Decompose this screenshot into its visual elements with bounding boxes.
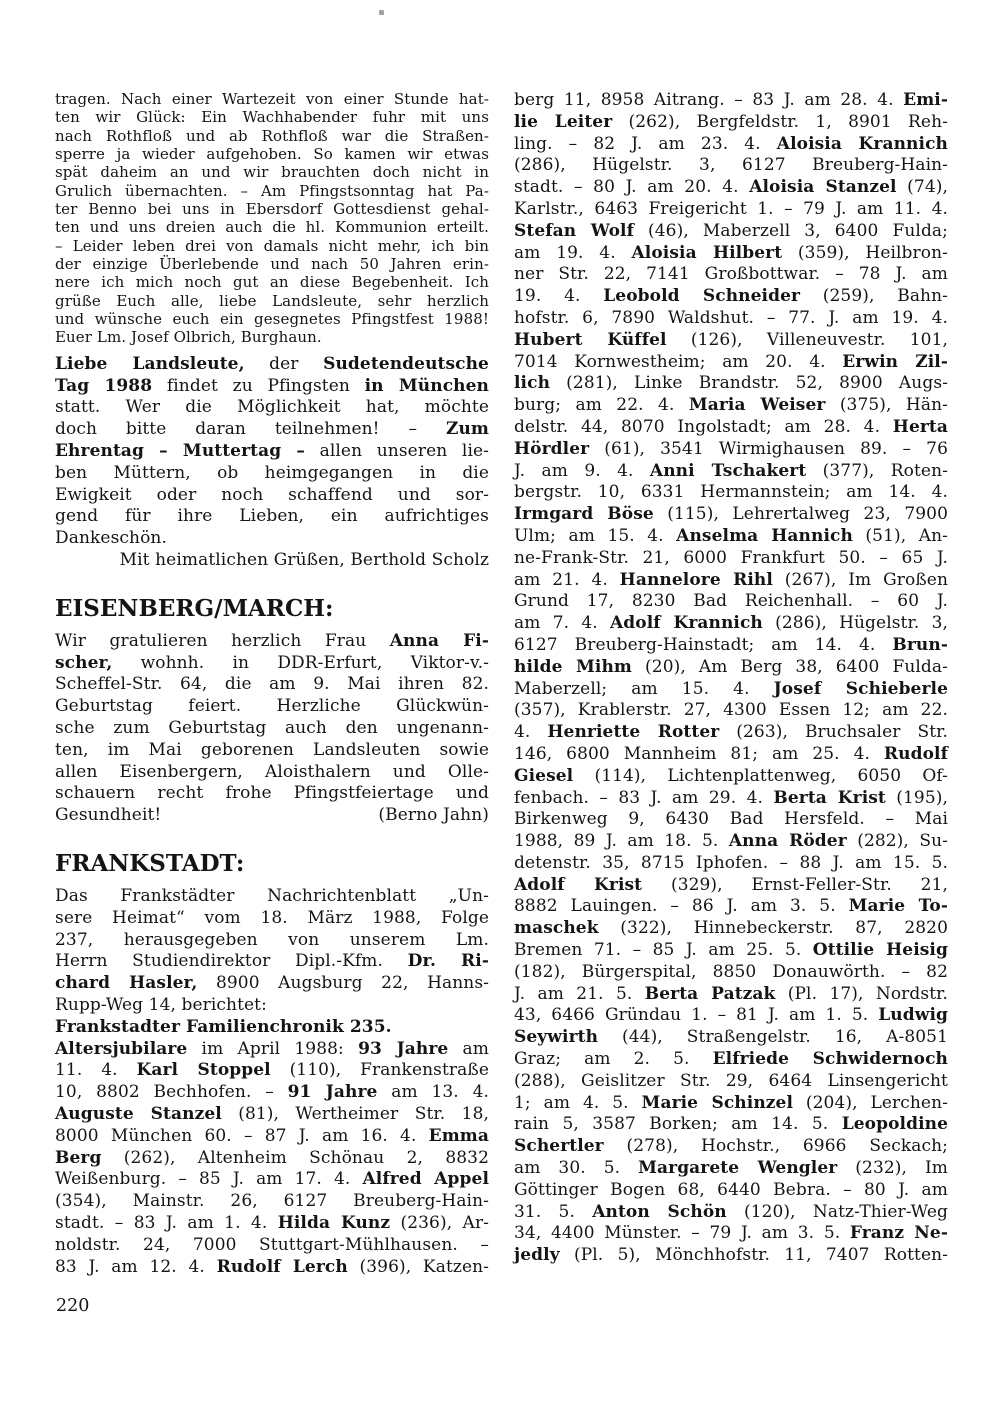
text-line: ner Str. 22, 7141 Großbottwar. – 78 J. am: [514, 264, 948, 285]
text-line: Grulich übernachten. – Am Pfingstsonntag hat Pa-: [55, 181, 489, 200]
text-line: stadt. – 80 J. am 20. 4. Aloisia Stanzel (74),: [514, 177, 948, 198]
text-line: maschek (322), Hinnebeckerstr. 87, 2820: [514, 918, 948, 939]
text-line: (354), Mainstr. 26, 6127 Breuberg-Hain-: [55, 1191, 489, 1212]
text-line: Ehrentag – Muttertag – allen unseren lie-: [55, 441, 489, 461]
text-line: 19. 4. Leobold Schneider (259), Bahn-: [514, 286, 949, 307]
text-line: 34, 4400 Münster. – 79 J. am 3. 5. Franz Ne-: [514, 1223, 948, 1244]
text-line: (288), Geislitzer Str. 29, 6464 Linsengericht: [514, 1070, 948, 1091]
text-line: Wir gratulieren herzlich Frau Anna Fi-: [55, 630, 489, 651]
text-line: detenstr. 35, 8715 Iphofen. – 88 J. am 15. 5.: [514, 852, 948, 873]
text-line: Auguste Stanzel (81), Wertheimer Str. 18,: [55, 1103, 489, 1124]
text-line: Liebe Landsleute, der Sudetendeutsche: [55, 353, 489, 374]
text-line: – Leider leben drei von damals nicht mehr, ich bin: [55, 236, 489, 255]
text-line: Dankeschön.: [55, 528, 167, 549]
text-line: J. am 9. 4. Anni Tschakert (377), Roten-: [514, 460, 948, 481]
text-line: berg 11, 8958 Aitrang. – 83 J. am 28. 4. Emi-: [514, 90, 948, 110]
text-line: 7014 Kornwestheim; am 20. 4. Erwin Zil-: [514, 351, 948, 372]
text-line: noldstr. 24, 7000 Stuttgart-Mühlhausen. –: [55, 1234, 489, 1255]
text-line: 8882 Lauingen. – 86 J. am 3. 5. Marie To-: [514, 896, 948, 917]
text-line: sperre ja wieder aufgehoben. So kamen wir etwas: [55, 145, 489, 164]
text-line: ten und uns dreien auch die hl. Kommunion erteilt.: [55, 218, 489, 237]
text-line: (286), Hügelstr. 3, 6127 Breuberg-Hain-: [514, 155, 948, 176]
text-line: Altersjubilare im April 1988: 93 Jahre am: [55, 1038, 489, 1059]
text-line: 237, herausgegeben von unserem Lm.: [55, 929, 489, 950]
text-line: Geburtstag feiert. Herzliche Glückwün-: [55, 696, 489, 717]
text-line: Adolf Krist (329), Ernst-Feller-Str. 21,: [514, 874, 948, 895]
text-line: Euer Lm. Josef Olbrich, Burghaun.: [55, 328, 322, 347]
text-line: 10, 8802 Bechhofen. – 91 Jahre am 13. 4.: [55, 1082, 489, 1103]
text-line: Karlstr., 6463 Freigericht 1. – 79 J. am 11. 4.: [514, 198, 948, 219]
text-line: 146, 6800 Mannheim 81; am 25. 4. Rudolf: [514, 743, 948, 764]
text-line: ten wir Glück: Ein Wachhabender fuhr mit uns: [55, 108, 489, 127]
text-line: burg; am 22. 4. Maria Weiser (375), Hän-: [514, 395, 948, 416]
text-line: Tag 1988 findet zu Pfingsten in München: [55, 375, 489, 396]
text-line: sche zum Geburtstag auch den ungenann-: [55, 717, 489, 738]
text-line: ben Müttern, ob heimgegangen in die: [55, 462, 489, 483]
text-line: sere Heimat“ vom 18. März 1988, Folge: [55, 907, 489, 928]
text-line: Scheffel-Str. 64, die am 9. Mai ihren 82.: [55, 674, 489, 695]
text-line: nere ich mich noch gut an diese Begebenheit. Ich: [55, 273, 489, 292]
text-line: lie Leiter (262), Bergfeldstr. 1, 8901 Reh-: [514, 111, 948, 132]
text-line: spät daheim an und wir brauchten doch nicht in: [55, 163, 489, 182]
text-line: Herrn Studiendirektor Dipl.-Kfm. Dr. Ri-: [55, 951, 489, 972]
text-line: Rupp-Weg 14, berichtet:: [55, 994, 267, 1015]
text-line: nach Rothfloß und ab Rothfloß war die Straßen-: [55, 126, 489, 145]
text-line: ten, im Mai geborenen Landsleuten sowie: [55, 739, 489, 760]
line-left-text: Gesundheit!: [55, 805, 162, 826]
text-line: (182), Bürgerspital, 8850 Donauwörth. – 82: [514, 961, 948, 982]
scan-artifact-dot: [379, 10, 384, 15]
text-line: und wünsche euch ein gesegnetes Pfingstfest 1988!: [55, 310, 489, 329]
text-line: Mit heimatlichen Grüßen, Berthold Scholz: [119, 549, 489, 570]
text-line: 6127 Breuberg-Hainstadt; am 14. 4. Brun-: [514, 634, 948, 655]
text-line: Seywirth (44), Straßengelstr. 16, A-8051: [514, 1027, 948, 1048]
text-line: Weißenburg. – 85 J. am 17. 4. Alfred Appel: [55, 1169, 490, 1190]
text-line: hilde Mihm (20), Am Berg 38, 6400 Fulda-: [514, 656, 948, 677]
text-line: ter Benno bei uns in Ebersdorf Gottesdienst gehal-: [55, 200, 489, 219]
section-heading: EISENBERG/MARCH:: [55, 594, 334, 622]
text-line: Grund 17, 8230 Bad Reichenhall. – 60 J.: [514, 591, 948, 612]
text-line: statt. Wer die Möglichkeit hat, möchte: [55, 397, 489, 418]
text-line: 11. 4. Karl Stoppel (110), Frankenstraße: [55, 1060, 490, 1081]
text-line: bergstr. 10, 6331 Hermannstein; am 14. 4.: [514, 482, 948, 503]
text-line: lich (281), Linke Brandstr. 52, 8900 Augs-: [514, 373, 948, 394]
paragraph: [55, 90, 489, 347]
line-right-text: (Berno Jahn): [378, 805, 489, 826]
text-line: der einzige Überlebende und nach 50 Jahren erin-: [55, 255, 489, 274]
text-line: delstr. 44, 8070 Ingolstadt; am 28. 4. Herta: [514, 416, 948, 437]
text-line: rain 5, 3587 Borken; am 14. 5. Leopoldine: [514, 1114, 948, 1135]
paragraph: [55, 631, 489, 827]
text-line: J. am 21. 5. Berta Patzak (Pl. 17), Nordstr.: [514, 983, 949, 1004]
text-line: Ulm; am 15. 4. Anselma Hannich (51), An-: [514, 525, 948, 546]
text-line: am 30. 5. Margarete Wengler (232), Im: [514, 1158, 949, 1179]
text-line: Giesel (114), Lichtenplattenweg, 6050 Of-: [514, 765, 948, 786]
text-line: fenbach. – 83 J. am 29. 4. Berta Krist (195),: [514, 787, 948, 808]
text-line: Das Frankstädter Nachrichtenblatt „Un-: [55, 885, 489, 906]
text-line: stadt. – 83 J. am 1. 4. Hilda Kunz (236), Ar-: [55, 1212, 490, 1233]
text-line: (357), Krablerstr. 27, 4300 Essen 12; am 22.: [514, 700, 948, 721]
paragraph: [514, 90, 948, 1267]
text-line: ling. – 82 J. am 23. 4. Aloisia Krannich: [514, 133, 948, 154]
text-line: Bremen 71. – 85 J. am 25. 5. Ottilie Heisig: [514, 940, 948, 961]
text-line: grüße Euch alle, liebe Landsleute, sehr herzlich: [55, 291, 489, 310]
text-line: ne-Frank-Str. 21, 6000 Frankfurt 50. – 65 J.: [514, 547, 948, 568]
text-line: allen Eisenbergern, Aloisthalern und Olle-: [55, 761, 489, 782]
text-line: Berg (262), Altenheim Schönau 2, 8832: [55, 1147, 489, 1168]
text-line: hofstr. 6, 7890 Waldshut. – 77. J. am 19. 4.: [514, 307, 948, 328]
text-line: Göttinger Bogen 68, 6440 Bebra. – 80 J. am: [514, 1179, 948, 1200]
text-line: jedly (Pl. 5), Mönchhofstr. 11, 7407 Rotten-: [514, 1245, 948, 1266]
text-line: doch bitte daran teilnehmen! – Zum: [55, 419, 489, 440]
text-line: Hördler (61), 3541 Wirmighausen 89. – 76: [514, 438, 948, 459]
right-column: [514, 90, 948, 1267]
text-line: 43, 6466 Gründau 1. – 81 J. am 1. 5. Ludwig: [514, 1005, 948, 1026]
text-line: schauern recht frohe Pfingstfeiertage und: [55, 783, 489, 804]
left-column: [55, 90, 489, 1278]
text-line: 1988, 89 J. am 18. 5. Anna Röder (282), Su-: [514, 831, 948, 852]
text-line: 83 J. am 12. 4. Rudolf Lerch (396), Katzen-: [55, 1256, 489, 1277]
text-line: am 21. 4. Hannelore Rihl (267), Im Großen: [514, 569, 948, 590]
text-line: chard Hasler, 8900 Augsburg 22, Hanns-: [55, 973, 489, 994]
text-line: 31. 5. Anton Schön (120), Natz-Thier-Weg: [514, 1201, 948, 1222]
text-line: Ewigkeit oder noch schaffend und sor-: [55, 484, 489, 505]
text-line: Stefan Wolf (46), Maberzell 3, 6400 Fulda;: [514, 220, 948, 241]
text-line: 8000 München 60. – 87 J. am 16. 4. Emma: [55, 1125, 489, 1146]
text-line: Frankstadter Familienchronik 235.: [55, 1016, 392, 1037]
text-line: gend für ihre Lieben, ein aufrichtiges: [55, 506, 489, 527]
text-line: [55, 805, 489, 827]
text-line: am 19. 4. Aloisia Hilbert (359), Heilbron-: [514, 242, 948, 263]
text-line: tragen. Nach einer Wartezeit von einer Stunde hat-: [55, 90, 489, 108]
paragraph: [55, 886, 489, 1278]
text-line: 1; am 4. 5. Marie Schinzel (204), Lerchen-: [514, 1092, 948, 1113]
text-line: Irmgard Böse (115), Lehrertalweg 23, 7900: [514, 504, 948, 525]
text-line: scher, wohnh. in DDR-Erfurt, Viktor-v.-: [55, 652, 489, 673]
text-line: Schertler (278), Hochstr., 6966 Seckach;: [514, 1136, 948, 1157]
text-line: 4. Henriette Rotter (263), Bruchsaler Str.: [514, 722, 948, 743]
text-line: am 7. 4. Adolf Krannich (286), Hügelstr. 3,: [514, 613, 949, 634]
page-number: 220: [56, 1296, 90, 1316]
text-line: Graz; am 2. 5. Elfriede Schwidernoch: [514, 1049, 948, 1070]
text-line: Hubert Küffel (126), Villeneuvestr. 101,: [514, 329, 948, 350]
text-line: Maberzell; am 15. 4. Josef Schieberle: [514, 678, 948, 699]
text-line: Birkenweg 9, 6430 Bad Hersfeld. – Mai: [514, 809, 948, 830]
section-heading: FRANKSTADT:: [55, 849, 245, 877]
paragraph: [55, 354, 489, 572]
